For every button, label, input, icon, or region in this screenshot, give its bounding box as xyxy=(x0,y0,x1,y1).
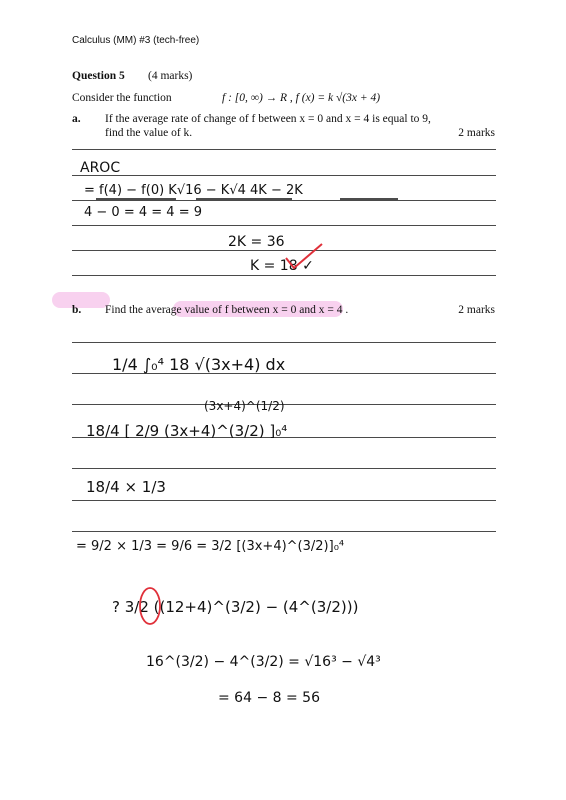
hand-evaluate-bracket: 18/4 [ 2/9 (3x+4)^(3/2) ]₀⁴ xyxy=(86,422,288,440)
function-definition: f : [0, ∞) → R , f (x) = k √(3x + 4) xyxy=(222,92,381,104)
hand-simplify: 18/4 × 1/3 xyxy=(86,478,166,496)
part-b-marks: 2 marks xyxy=(458,304,495,316)
hand-powers: 16^(3/2) − 4^(3/2) = √16³ − √4³ xyxy=(146,654,381,670)
question-title: Question 5 xyxy=(72,70,125,82)
part-a-line1: If the average rate of change of f between x = 0 and x = 4 is equal to 9, xyxy=(105,113,431,125)
page-header: Calculus (MM) #3 (tech-free) xyxy=(72,35,200,46)
hand-aroc-denominators: 4 − 0 = 4 = 4 = 9 xyxy=(84,205,202,220)
part-a-label: a. xyxy=(72,113,81,125)
hand-result: = 64 − 8 = 56 xyxy=(218,690,320,706)
hand-antiderivative-note: (3x+4)^(1/2) xyxy=(204,399,285,413)
part-b-label: b. xyxy=(72,304,82,316)
part-a-line2: find the value of k. xyxy=(105,127,193,139)
part-b-text: Find the average value of f between x = 0 and x = 4 . xyxy=(105,304,349,316)
question-marks: (4 marks) xyxy=(148,70,193,82)
hand-simplify-2: = 9/2 × 1/3 = 9/6 = 3/2 [(3x+4)^(3/2)]₀⁴ xyxy=(76,539,345,554)
hand-aroc-numerators: = f(4) − f(0) K√16 − K√4 4K − 2K xyxy=(84,183,303,198)
hand-2k-36: 2K = 36 xyxy=(228,234,285,250)
hand-k-18: K = 18 ✓ xyxy=(250,258,314,274)
hand-aroc: AROC xyxy=(80,160,121,176)
part-a-marks: 2 marks xyxy=(458,127,495,139)
hand-integral: 1/4 ∫₀⁴ 18 √(3x+4) dx xyxy=(112,355,286,374)
hand-substitution: ? 3/2 ((12+4)^(3/2) − (4^(3/2))) xyxy=(112,598,359,616)
question-intro: Consider the function xyxy=(72,92,172,104)
